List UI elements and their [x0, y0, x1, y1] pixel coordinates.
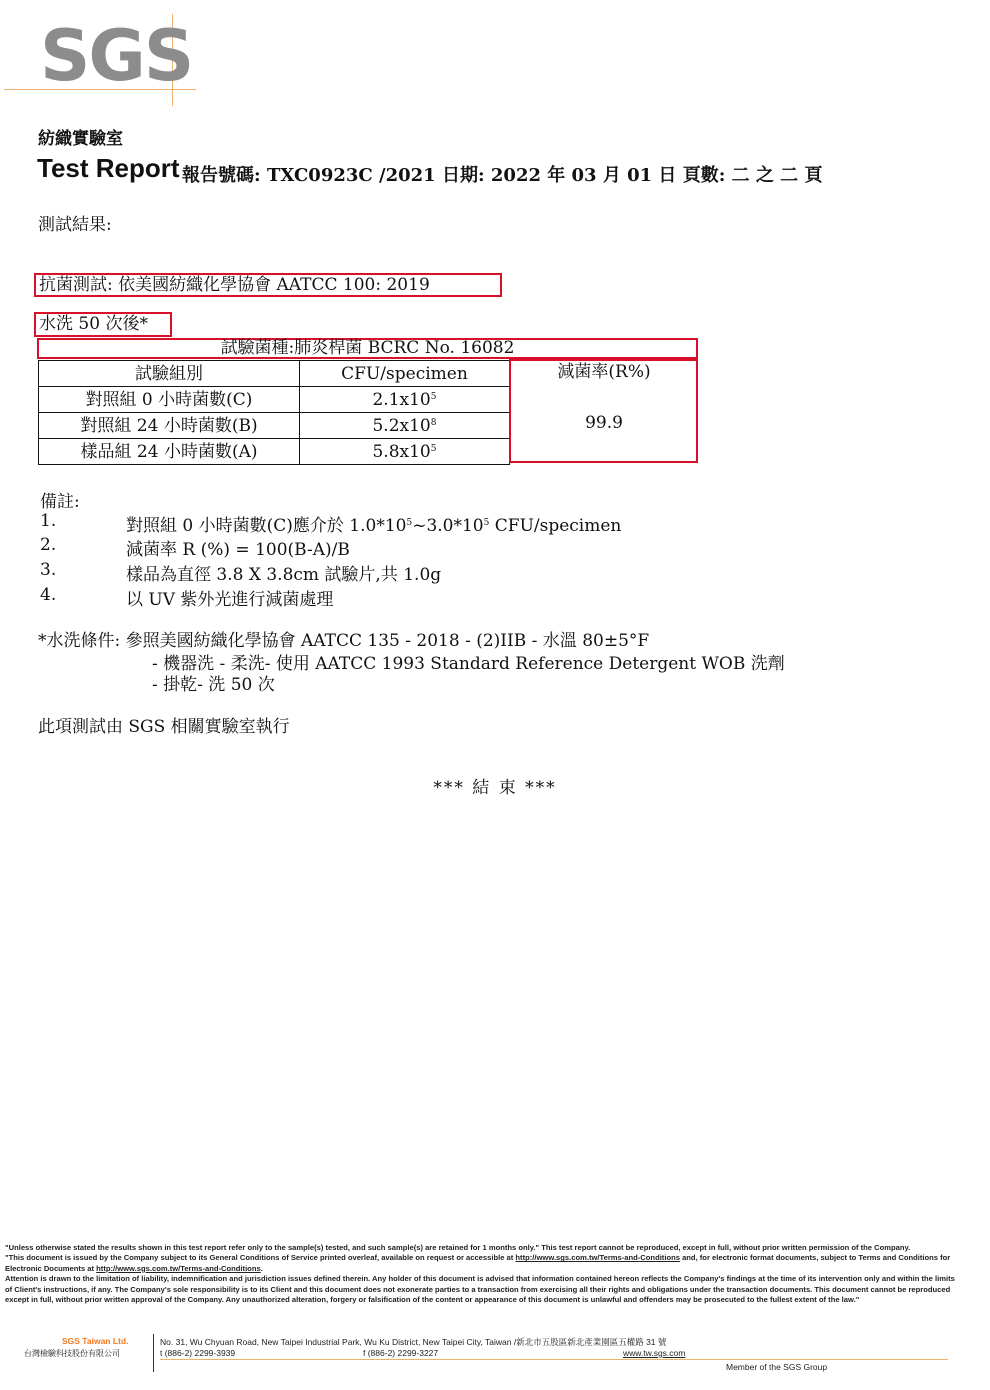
disclaimer-text: and, for electronic format documents, subject to Terms and Conditions for Electronic Documents at — [5, 1253, 951, 1273]
footer-address: No. 31, Wu Chyuan Road, New Taipei Industrial Park, Wu Ku District, New Taipei City, Taiwan /新北市五股區新北產業園區五權路 31 號 — [160, 1337, 667, 1347]
report-date: 2022 年 03 月 01 日 — [490, 165, 677, 186]
header-group: 試驗組別 — [39, 361, 300, 387]
footer-telephone: t (886-2) 2299-3939 — [160, 1348, 236, 1358]
cfu-mantissa: 2.1x10 — [372, 389, 431, 410]
footer-website-link[interactable]: www.tw.sgs.com — [623, 1348, 686, 1358]
report-title: Test Report — [37, 153, 180, 183]
header-cfu: CFU/specimen — [299, 361, 509, 387]
group-cell: 樣品組 24 小時菌數(A) — [39, 439, 300, 465]
sgs-logo: SGS — [40, 15, 193, 97]
note-1-part-b: ~3.0*10 — [412, 516, 484, 536]
strain-box — [37, 338, 698, 359]
terms-link[interactable]: http://www.sgs.com.tw/Terms-and-Conditions — [515, 1253, 680, 1263]
test-method-box — [34, 273, 502, 297]
executed-by-note: 此項測試由 SGS 相關實驗室執行 — [38, 717, 290, 737]
result-label: 測試結果: — [38, 215, 112, 235]
cfu-cell — [299, 387, 509, 413]
test-strain: 試驗菌種:肺炎桿菌 BCRC No. 16082 — [220, 338, 515, 358]
footer-fax: f (886-2) 2299-3227 — [363, 1348, 439, 1358]
report-no: TXC0923C /2021 — [266, 165, 436, 186]
note-number: 3. — [40, 560, 57, 580]
results-table — [38, 360, 510, 465]
electronic-terms-link[interactable]: http://www.sgs.com.tw/Terms-and-Conditions — [96, 1263, 261, 1273]
table-row — [39, 387, 510, 413]
footer-company-name-zh: 台灣檢驗科技股份有限公司 — [24, 1349, 120, 1358]
note-text — [126, 511, 621, 536]
end-marker: *** 結 束 *** — [433, 778, 557, 798]
page-number: 二 之 二 頁 — [731, 165, 823, 186]
report-meta — [182, 161, 822, 187]
disclaimer-text: . — [260, 1263, 263, 1273]
table-row — [39, 413, 510, 439]
cfu-mantissa: 5.8x10 — [372, 441, 431, 462]
wash-conditions-line-3: - 掛乾- 洗 50 次 — [152, 675, 275, 695]
group-cell: 對照組 24 小時菌數(B) — [39, 413, 300, 439]
reduction-rate-value: 99.9 — [585, 413, 623, 433]
wash-count-box — [34, 312, 172, 337]
wash-count: 水洗 50 次後* — [39, 314, 148, 334]
wash-conditions-line-1: *水洗條件: 參照美國紡織化學協會 AATCC 135 - 2018 - (2)IIB - 水溫 80±5°F — [38, 631, 650, 651]
wash-conditions-line-2: - 機器洗 - 柔洗- 使用 AATCC 1993 Standard Reference Detergent WOB 洗劑 — [152, 654, 785, 674]
notes-title: 備註: — [40, 492, 80, 512]
note-text: 減菌率 R (%) = 100(B-A)/B — [126, 540, 350, 560]
cfu-cell — [299, 413, 509, 439]
note-1-part-c: CFU/specimen — [489, 516, 622, 536]
lab-name: 紡織實驗室 — [38, 129, 123, 149]
cfu-exponent: 5 — [430, 443, 437, 454]
footer-divider — [153, 1334, 154, 1372]
disclaimer-paragraph-1: "Unless otherwise stated the results shown in this test report refer only to the sample(s) tested, and such sample(s) are retained for 1 months only." This test report cannot be reproduced, except in full, without prior written permission of the Company. — [5, 1243, 911, 1252]
legal-disclaimer — [5, 1243, 960, 1305]
note-text: 樣品為直徑 3.8 X 3.8cm 試驗片,共 1.0g — [126, 565, 442, 585]
disclaimer-text: "This document is issued by the Company subject to its General Conditions of Service printed overleaf, available on request or accessible at — [5, 1253, 516, 1263]
test-method: 抗菌測試: 依美國紡織化學協會 AATCC 100: 2019 — [39, 275, 430, 295]
footer-member-note: Member of the SGS Group — [726, 1362, 828, 1372]
note-number: 2. — [40, 535, 57, 555]
note-number: 4. — [40, 585, 57, 605]
report-no-label: 報告號碼: — [182, 165, 261, 186]
note-text: 以 UV 紫外光進行減菌處理 — [126, 590, 334, 610]
footer-company-name: SGS Taiwan Ltd. — [62, 1336, 129, 1346]
disclaimer-paragraph-3: Attention is drawn to the limitation of liability, indemnification and jurisdiction issues defined therein. Any holder of this document is advised that information contained hereon reflects the Company's findings at the time of its intervention only and within the limits of Client's instructions, if any. The Company's sole responsibility is to its Client and this document does not exonerate parties to a transaction from exercising all their rights and obligations under the transaction documents. This document cannot be reproduced except in full, without prior written approval of the Company. Any unauthorized alteration, forgery or falsification of the content or appearance of this document is unlawful and offenders may be prosecuted to the fullest extent of the law." — [5, 1274, 955, 1305]
group-cell: 對照組 0 小時菌數(C) — [39, 387, 300, 413]
page-label: 頁數: — [682, 165, 726, 186]
cfu-cell — [299, 439, 509, 465]
cfu-exponent: 5 — [430, 391, 437, 402]
table-header-row — [39, 361, 510, 387]
table-row — [39, 439, 510, 465]
header-reduction-rate: 減菌率(R%) — [557, 362, 651, 382]
disclaimer-paragraph-2 — [5, 1253, 960, 1274]
note-1-exp-2: 5 — [483, 518, 490, 528]
footer-rule — [160, 1359, 948, 1360]
cfu-exponent: 8 — [430, 417, 437, 428]
note-1-exp-1: 5 — [406, 518, 413, 528]
note-1-part-a: 對照組 0 小時菌數(C)應介於 1.0*10 — [126, 516, 407, 536]
cfu-mantissa: 5.2x10 — [372, 415, 431, 436]
note-number: 1. — [40, 511, 57, 531]
date-label: 日期: — [441, 165, 485, 186]
